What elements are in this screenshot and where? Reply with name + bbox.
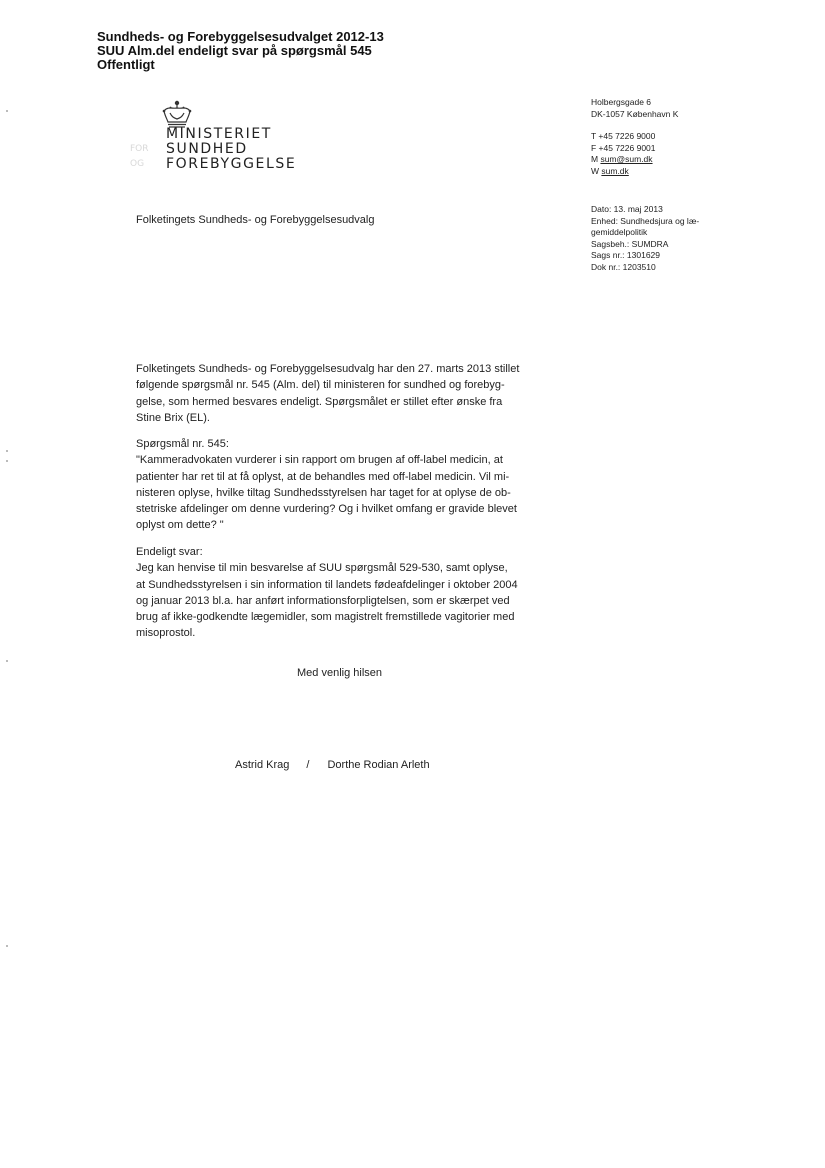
signatory-minister: Astrid Krag [235,759,290,771]
contact-mail: M sum@sum.dk [591,154,653,164]
recipient: Folketingets Sundheds- og Forebyggelsesudvalg [136,214,375,226]
header-reference: SUU Alm.del endeligt svar på spørgsmål 545 [97,43,372,58]
text-line: misoprostol. [136,627,196,640]
scan-mark [6,660,8,662]
question-paragraph [136,436,556,534]
header-committee: Sundheds- og Forebyggelsesudvalget 2012-13 [97,29,384,44]
text-line: Jeg kan henvise til min besvarelse af SUU spørgsmål 529-530, samt oplyse, [136,562,508,575]
text-line: og januar 2013 bl.a. har anført informationsforpligtelsen, som er skærpet ved [136,594,510,607]
logo-wordmark [166,127,296,172]
intro-paragraph [136,361,556,426]
text-line: gelse, som hermed besvares endeligt. Spørgsmålet er stillet efter ønske fra [136,395,503,408]
answer-paragraph [136,544,556,642]
contact-block [591,97,678,177]
meta-date: Dato: 13. maj 2013 [591,204,663,214]
web-link[interactable]: sum.dk [601,165,629,176]
meta-document-number: Dok nr.: 1203510 [591,261,656,272]
scan-mark [6,110,8,112]
logo-faint-prefix: FOR OG [130,144,149,169]
address-street: Holbergsgade 6 [591,97,652,107]
text-line: oplyst om dette? " [136,519,224,532]
logo-line-sundhed: SUNDHED [166,141,248,157]
text-line: "Kammeradvokaten vurderer i sin rapport om brugen af off-label medicin, at [136,454,503,467]
question-heading: Spørgsmål nr. 545: [136,438,229,450]
crown-icon [160,100,194,128]
text-line: at Sundhedsstyrelsen i sin information til landets fødeafdelinger i oktober 2004 [136,578,518,591]
contact-fax: F +45 7226 9001 [591,142,656,153]
meta-caseworker: Sagsbeh.: SUMDRA [591,238,669,249]
document-header [97,30,384,72]
signature-separator: / [306,759,310,771]
text-line: stetriske afdelinger om denne vurdering? Og i hvilket omfang er gravide blevet [136,503,517,516]
scan-mark [6,945,8,947]
logo-line-ministeriet: MINISTERIET [166,126,272,142]
signatory-official: Dorthe Rodian Arleth [327,759,430,771]
text-line: Stine Brix (EL). [136,411,210,424]
text-line: nisteren oplyse, hvilke tiltag Sundhedsstyrelsen har taget for at oplyse de ob- [136,486,511,499]
meta-unit-2: gemiddelpolitik [591,227,648,237]
meta-unit-1: Enhed: Sundhedsjura og læ- [591,215,700,226]
contact-web: W sum.dk [591,165,629,176]
ministry-logo [130,100,310,180]
text-line: følgende spørgsmål nr. 545 (Alm. del) til ministeren for sundhed og forebyg- [136,379,505,392]
text-line: Folketingets Sundheds- og Forebyggelsesudvalg har den 27. marts 2013 stillet [136,363,520,375]
case-metadata [591,204,699,273]
meta-case-number: Sags nr.: 1301629 [591,250,661,260]
answer-heading: Endeligt svar: [136,546,203,558]
text-line: brug af ikke-godkendte lægemidler, som magistrelt fremstillede vagitorier med [136,611,515,624]
header-status: Offentligt [97,57,155,72]
email-link[interactable]: sum@sum.dk [600,154,653,164]
text-line: patienter har ret til at få oplyst, at de behandles med off-label medicin. Vil mi- [136,470,510,483]
logo-line-forebyggelse: FOREBYGGELSE [166,156,297,172]
address-city: DK-1057 København K [591,108,679,119]
contact-phone: T +45 7226 9000 [591,131,656,141]
closing-greeting: Med venlig hilsen [297,667,382,679]
scan-mark [6,450,8,452]
signature-line [235,759,430,771]
scan-mark [6,460,8,462]
